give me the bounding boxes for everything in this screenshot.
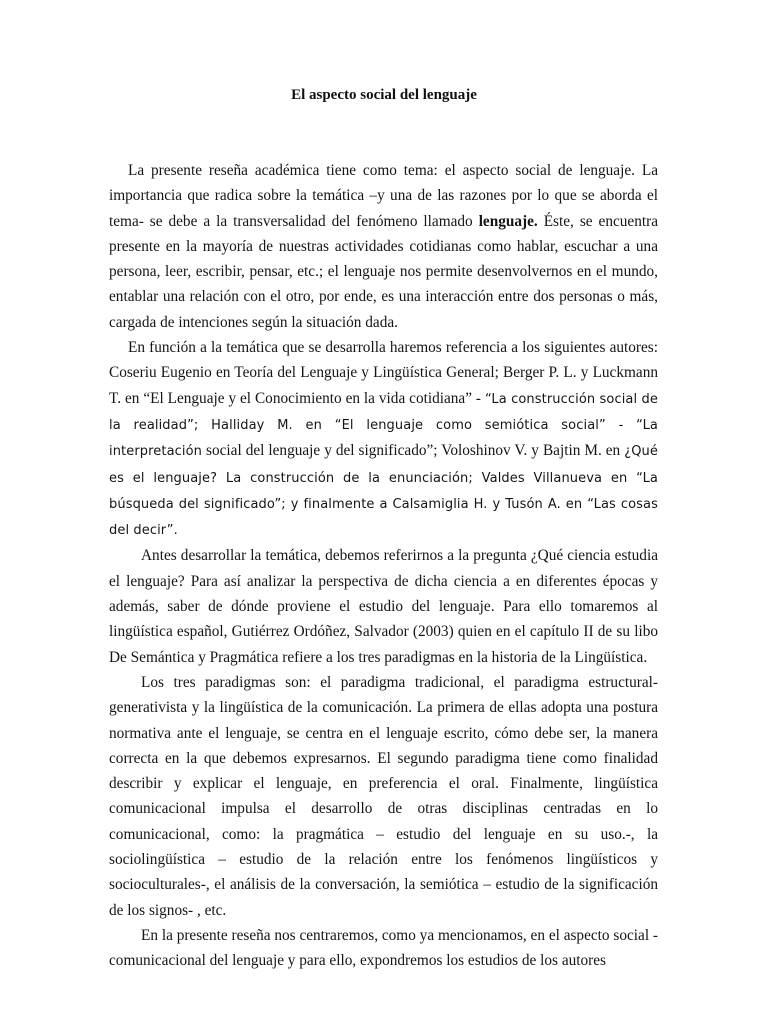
paragraph-1-bold-term: lenguaje. [478,212,538,230]
paragraph-2-sans-segment-1: “La construcción social de la realidad”; Halliday M. en “El lenguaje como semiótica social” - “La interpretación [109,391,658,460]
paragraph-1 [109,158,658,335]
document-body [109,158,658,974]
paragraph-2-text-b: social del lenguaje y del significado”; Voloshinov V. y Bajtin M. en [202,442,625,460]
paragraph-1-text-b: Éste, se encuentra presente en la mayoría de nuestras actividades cotidianas como hablar, escuchar a una persona, leer, escribir, pensar, etc.; el lenguaje nos permite desenvolvernos en el mundo, entablar una relación con el otro, por ende, es una interacción entre dos personas o más, cargada de intenciones según la situación dada. [109,212,658,331]
paragraph-1-text-a: La presente reseña académica tiene como tema: el aspecto social de lenguaje. La importancia que radica sobre la temática –y una de las razones por lo que se aborda el tema- se debe a la transversalidad del fenómeno llamado [109,162,658,230]
paragraph-5: En la presente reseña nos centraremos, como ya mencionamos, en el aspecto social - comunicacional del lenguaje y para ello, expondremos los estudios de los autores [109,926,658,970]
paragraph-2-sans-segment-2: ¿Qué es el lenguaje? La construcción de la enunciación; Valdes Villanueva en “La búsqueda del significado”; y finalmente a Calsamiglia H. y Tusón A. en “Las cosas del decir”. [109,444,658,539]
document-title: El aspecto social del lenguaje [291,87,477,103]
paragraph-2 [109,335,658,543]
paragraph-4: Los tres paradigmas son: el paradigma tradicional, el paradigma estructural-generativista y la lingüística de la comunicación. La primera de ellas adopta una postura normativa ante el lenguaje, se centra en el lenguaje escrito, cómo debe ser, la manera correcta en la que debemos expresarnos. El segundo paradigma tiene como finalidad describir y explicar el lenguaje, en preferencia el oral. Finalmente, lingüística comunicacional impulsa el desarrollo de otras disciplinas centradas en lo comunicacional, como: la pragmática – estudio del lenguaje en su uso.-, la sociolingüística – estudio de la relación entre los fenómenos lingüísticos y socioculturales-, el análisis de la conversación, la semiótica – estudio de la significación de los signos- , etc. [109,673,658,919]
paragraph-3: Antes desarrollar la temática, debemos referirnos a la pregunta ¿Qué ciencia estudia el lenguaje? Para así analizar la perspectiva de dicha ciencia a en diferentes épocas y además, saber de dónde proviene el estudio del lenguaje. Para ello tomaremos al lingüística español, Gutiérrez Ordóñez, Salvador (2003) quien en el capítulo II de su libo De Semántica y Pragmática refiere a los tres paradigmas en la historia de la Lingüística. [109,547,658,666]
paragraph-2-text-a: En función a la temática que se desarrolla haremos referencia a los siguientes autores: Coseriu Eugenio en Teoría del Lenguaje y Lingüística General; Berger P. L. y Luckmann T. en “El Lenguaje y el Conocimiento en la vida cotidiana” - [109,339,658,407]
